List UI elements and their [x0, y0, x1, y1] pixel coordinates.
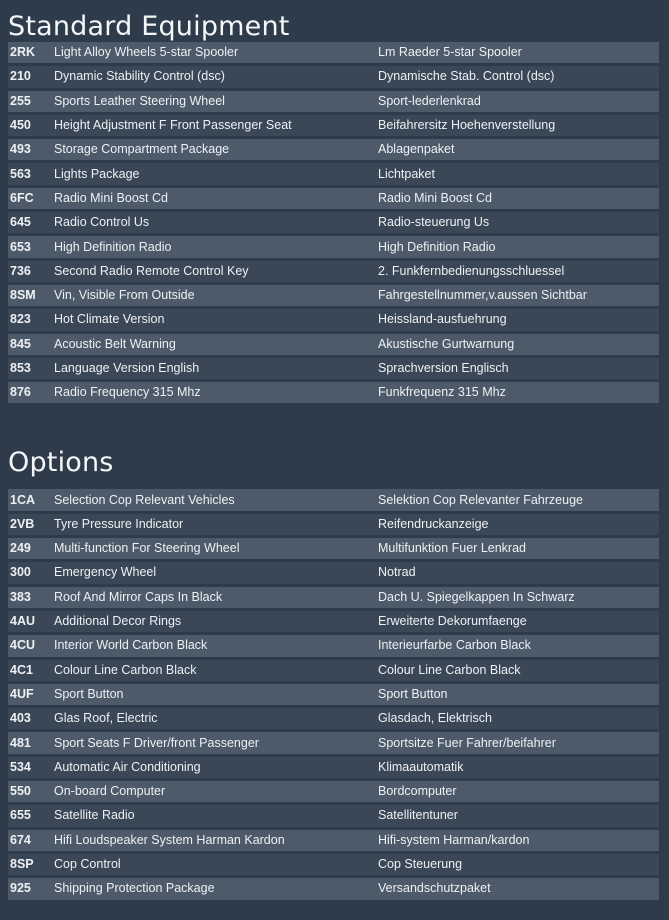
german-description: Sport-lederlenkrad	[376, 91, 659, 112]
german-description: Fahrgestellnummer,v.aussen Sichtbar	[376, 285, 659, 306]
option-code: 249	[8, 538, 52, 559]
german-description: Klimaautomatik	[376, 757, 659, 778]
german-description: Bordcomputer	[376, 781, 659, 802]
german-description: Notrad	[376, 562, 659, 583]
option-code: 655	[8, 805, 52, 826]
option-code: 6FC	[8, 188, 52, 209]
german-description: Lm Raeder 5-star Spooler	[376, 42, 659, 63]
german-description: Reifendruckanzeige	[376, 514, 659, 535]
english-description: Second Radio Remote Control Key	[52, 261, 376, 282]
english-description: Lights Package	[52, 163, 376, 184]
english-description: Multi-function For Steering Wheel	[52, 538, 376, 559]
table-row	[8, 732, 659, 753]
table-row	[8, 805, 659, 826]
option-code: 823	[8, 309, 52, 330]
table-row	[8, 309, 659, 330]
option-code: 876	[8, 382, 52, 403]
english-description: Sport Button	[52, 684, 376, 705]
german-description: Sport Button	[376, 684, 659, 705]
option-code: 2RK	[8, 42, 52, 63]
option-code: 550	[8, 781, 52, 802]
english-description: Language Version English	[52, 358, 376, 379]
option-code: 493	[8, 139, 52, 160]
option-code: 255	[8, 91, 52, 112]
english-description: Selection Cop Relevant Vehicles	[52, 489, 376, 510]
table-row	[8, 587, 659, 608]
section-gap	[8, 406, 659, 447]
table-row	[8, 285, 659, 306]
option-code: 853	[8, 358, 52, 379]
table-row	[8, 854, 659, 875]
table-row	[8, 757, 659, 778]
english-description: Light Alloy Wheels 5-star Spooler	[52, 42, 376, 63]
english-description: Interior World Carbon Black	[52, 635, 376, 656]
english-description: Sport Seats F Driver/front Passenger	[52, 732, 376, 753]
english-description: Colour Line Carbon Black	[52, 660, 376, 681]
english-description: Hot Climate Version	[52, 309, 376, 330]
options-table	[8, 486, 659, 902]
table-row	[8, 163, 659, 184]
english-description: Roof And Mirror Caps In Black	[52, 587, 376, 608]
table-row	[8, 382, 659, 403]
option-code: 450	[8, 115, 52, 136]
english-description: Radio Frequency 315 Mhz	[52, 382, 376, 403]
standard-equipment-table	[8, 39, 659, 406]
german-description: Multifunktion Fuer Lenkrad	[376, 538, 659, 559]
english-description: Height Adjustment F Front Passenger Seat	[52, 115, 376, 136]
english-description: Hifi Loudspeaker System Harman Kardon	[52, 830, 376, 851]
table-row	[8, 538, 659, 559]
table-row	[8, 212, 659, 233]
table-row	[8, 635, 659, 656]
english-description: Vin, Visible From Outside	[52, 285, 376, 306]
option-code: 481	[8, 732, 52, 753]
german-description: Ablagenpaket	[376, 139, 659, 160]
german-description: Radio-steuerung Us	[376, 212, 659, 233]
option-code: 4AU	[8, 611, 52, 632]
table-row	[8, 611, 659, 632]
table-row	[8, 708, 659, 729]
english-description: Dynamic Stability Control (dsc)	[52, 66, 376, 87]
option-code: 736	[8, 261, 52, 282]
english-description: Radio Control Us	[52, 212, 376, 233]
english-description: Shipping Protection Package	[52, 878, 376, 899]
german-description: 2. Funkfernbedienungsschluessel	[376, 261, 659, 282]
option-code: 534	[8, 757, 52, 778]
option-code: 925	[8, 878, 52, 899]
table-row	[8, 188, 659, 209]
german-description: Dynamische Stab. Control (dsc)	[376, 66, 659, 87]
option-code: 383	[8, 587, 52, 608]
table-row	[8, 261, 659, 282]
table-row	[8, 66, 659, 87]
german-description: Selektion Cop Relevanter Fahrzeuge	[376, 489, 659, 510]
english-description: Radio Mini Boost Cd	[52, 188, 376, 209]
table-row	[8, 878, 659, 899]
table-row	[8, 562, 659, 583]
option-code: 563	[8, 163, 52, 184]
options-rows	[8, 489, 659, 899]
option-code: 4UF	[8, 684, 52, 705]
german-description: Cop Steuerung	[376, 854, 659, 875]
table-row	[8, 358, 659, 379]
option-code: 8SM	[8, 285, 52, 306]
option-code: 300	[8, 562, 52, 583]
table-row	[8, 781, 659, 802]
table-row	[8, 334, 659, 355]
english-description: On-board Computer	[52, 781, 376, 802]
option-code: 653	[8, 236, 52, 257]
table-row	[8, 514, 659, 535]
option-code: 403	[8, 708, 52, 729]
option-code: 674	[8, 830, 52, 851]
table-row	[8, 91, 659, 112]
english-description: Acoustic Belt Warning	[52, 334, 376, 355]
table-row	[8, 236, 659, 257]
german-description: Hifi-system Harman/kardon	[376, 830, 659, 851]
german-description: Radio Mini Boost Cd	[376, 188, 659, 209]
table-row	[8, 42, 659, 63]
table-row	[8, 660, 659, 681]
german-description: Erweiterte Dekorumfaenge	[376, 611, 659, 632]
english-description: Glas Roof, Electric	[52, 708, 376, 729]
german-description: High Definition Radio	[376, 236, 659, 257]
german-description: Heissland-ausfuehrung	[376, 309, 659, 330]
german-description: Beifahrersitz Hoehenverstellung	[376, 115, 659, 136]
table-row	[8, 489, 659, 510]
german-description: Colour Line Carbon Black	[376, 660, 659, 681]
option-code: 4CU	[8, 635, 52, 656]
option-code: 645	[8, 212, 52, 233]
german-description: Glasdach, Elektrisch	[376, 708, 659, 729]
english-description: Tyre Pressure Indicator	[52, 514, 376, 535]
table-row	[8, 684, 659, 705]
option-code: 2VB	[8, 514, 52, 535]
german-description: Lichtpaket	[376, 163, 659, 184]
english-description: Storage Compartment Package	[52, 139, 376, 160]
standard-equipment-title: Standard Equipment	[8, 11, 290, 42]
option-code: 845	[8, 334, 52, 355]
option-code: 4C1	[8, 660, 52, 681]
options-title: Options	[8, 447, 114, 479]
english-description: Cop Control	[52, 854, 376, 875]
english-description: Automatic Air Conditioning	[52, 757, 376, 778]
german-description: Akustische Gurtwarnung	[376, 334, 659, 355]
german-description: Versandschutzpaket	[376, 878, 659, 899]
english-description: Sports Leather Steering Wheel	[52, 91, 376, 112]
english-description: Satellite Radio	[52, 805, 376, 826]
german-description: Sprachversion Englisch	[376, 358, 659, 379]
option-code: 8SP	[8, 854, 52, 875]
option-code: 1CA	[8, 489, 52, 510]
german-description: Funkfrequenz 315 Mhz	[376, 382, 659, 403]
german-description: Satellitentuner	[376, 805, 659, 826]
standard-equipment-rows	[8, 42, 659, 403]
german-description: Dach U. Spiegelkappen In Schwarz	[376, 587, 659, 608]
table-row	[8, 115, 659, 136]
german-description: Interieurfarbe Carbon Black	[376, 635, 659, 656]
table-row	[8, 139, 659, 160]
english-description: Emergency Wheel	[52, 562, 376, 583]
option-code: 210	[8, 66, 52, 87]
english-description: High Definition Radio	[52, 236, 376, 257]
table-row	[8, 830, 659, 851]
german-description: Sportsitze Fuer Fahrer/beifahrer	[376, 732, 659, 753]
english-description: Additional Decor Rings	[52, 611, 376, 632]
